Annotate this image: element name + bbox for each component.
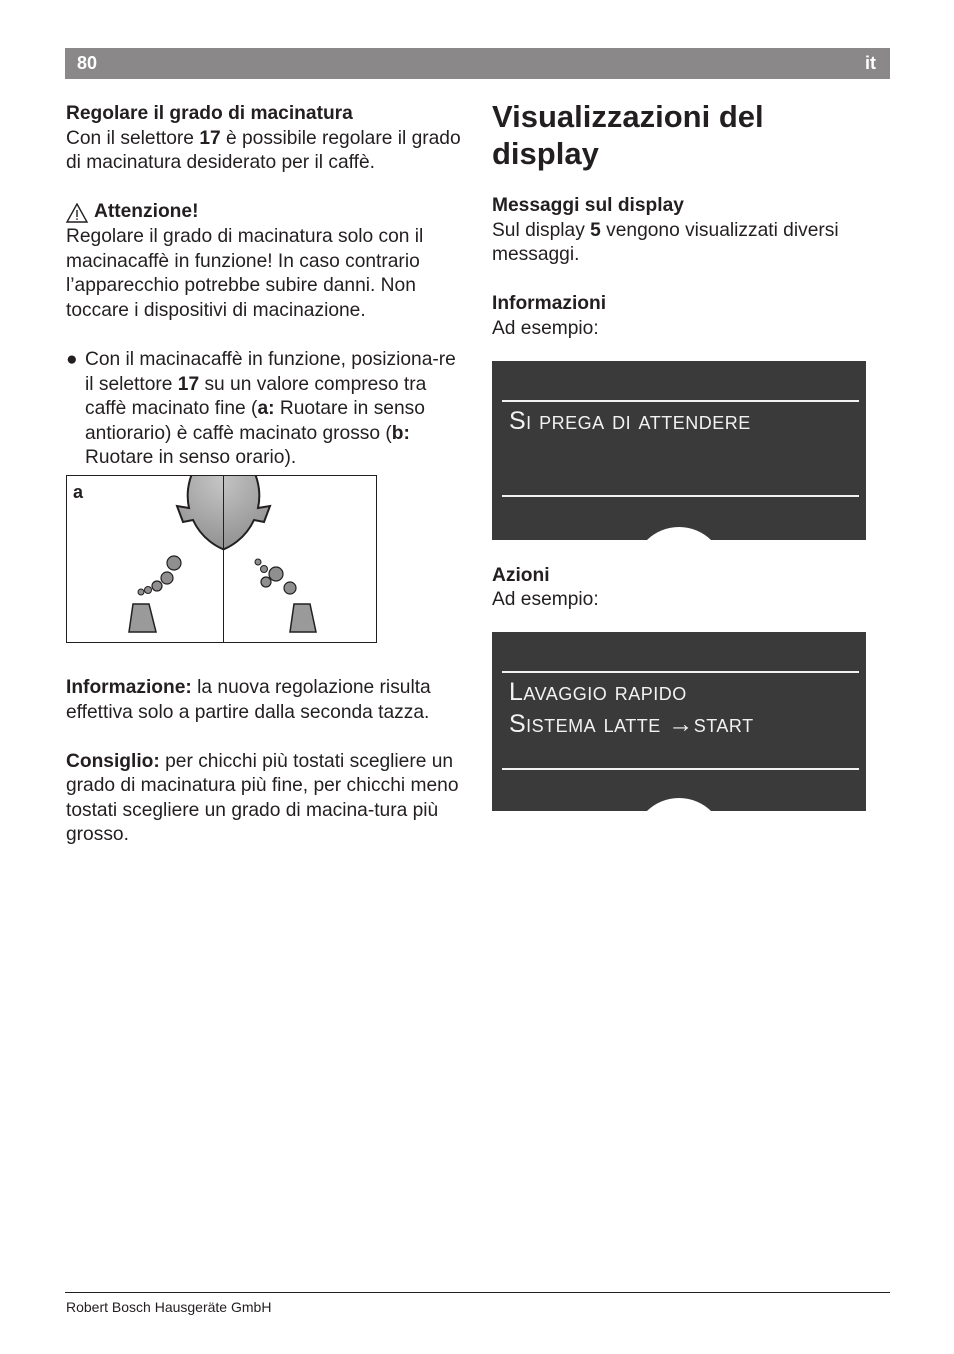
warning-heading	[66, 200, 466, 225]
grinder-dial-clockwise	[224, 476, 380, 642]
bullet-ref: 17	[177, 373, 200, 395]
display-example-info	[492, 361, 866, 540]
bullet-b-label: b:	[391, 422, 410, 444]
warning-title: Attenzione!	[94, 201, 199, 223]
grinder-figure	[66, 475, 377, 643]
grinder-dial-counterclockwise	[67, 476, 223, 642]
info-heading: Informazioni	[492, 293, 607, 315]
bullet-a-label: a:	[257, 398, 275, 420]
right-column	[492, 98, 872, 811]
tip-text: per chicchi più tostati scegliere un grado di macinatura più fine, per chicchi meno tostati scegliere un grado di macina-tura più grosso.	[66, 750, 459, 846]
bullet-dot: ●	[66, 348, 78, 370]
page-number: 80	[77, 53, 98, 73]
bullet-text-2: su un valore compreso tra caffè macinato fine (	[85, 373, 427, 420]
warning-text: Regolare il grado di macinatura solo con il macinacaffè in funzione! In caso contrario l’apparecchio potrebbe subire danni. Non toccare i dispositivi di macinazione.	[66, 225, 424, 321]
display-action-2-text: Sistema latte	[509, 709, 669, 738]
display-action-1: Lavaggio rapido	[509, 677, 687, 706]
language-code: it	[865, 53, 876, 73]
display-rule-bottom	[502, 495, 859, 497]
footer-rule	[65, 1292, 890, 1293]
messages-heading: Messaggi sul display	[492, 195, 684, 216]
grind-text-1: Con il selettore	[66, 127, 200, 149]
display-example-actions	[492, 632, 866, 811]
info-example: Ad esempio:	[492, 317, 599, 339]
grind-paragraph	[66, 127, 466, 176]
bullet-item	[66, 348, 466, 471]
tip-label: Consiglio:	[66, 750, 160, 772]
messages-text-2: vengono visualizzati diversi messaggi.	[492, 219, 839, 266]
display-action-2	[509, 708, 754, 740]
display-rule-top	[502, 400, 859, 402]
figure-label-a: a	[73, 481, 84, 502]
display-rule-bottom	[502, 768, 859, 770]
messages-text-1: Sul display	[492, 219, 591, 241]
display-message: Si prega di attendere	[509, 406, 751, 435]
actions-heading: Azioni	[492, 564, 550, 586]
grind-heading: Regolare il grado di macinatura	[66, 103, 353, 124]
messages-ref: 5	[590, 219, 601, 241]
arrow-right-icon: →	[668, 709, 694, 738]
display-action-2-start: start	[693, 709, 754, 738]
grind-text-2: è possibile regolare il grado di macinatura desiderato per il caffè.	[66, 127, 461, 174]
display-knob	[633, 798, 725, 811]
warning-triangle-icon	[66, 203, 88, 223]
grind-ref: 17	[199, 127, 221, 149]
info-label: Informazione:	[66, 676, 192, 698]
tip-paragraph	[66, 750, 466, 848]
page-header-bar	[65, 48, 890, 79]
bullet-text-1: Con il macinacaffè in funzione, posiziona-re il selettore	[85, 348, 456, 395]
info-paragraph	[66, 676, 466, 725]
messages-paragraph	[492, 219, 872, 268]
bullet-text-4: Ruotare in senso orario).	[85, 447, 297, 469]
section-title: Visualizzazioni del display	[492, 99, 764, 171]
display-rule-top	[502, 671, 859, 673]
left-column	[66, 102, 466, 848]
info-text: la nuova regolazione risulta effettiva solo a partire dalla seconda tazza.	[66, 676, 431, 723]
footer-company: Robert Bosch Hausgeräte GmbH	[66, 1299, 272, 1315]
actions-example: Ad esempio:	[492, 589, 599, 611]
display-knob	[633, 527, 725, 540]
bullet-text-3: Ruotare in senso antiorario) è caffè macinato grosso (	[85, 398, 425, 444]
